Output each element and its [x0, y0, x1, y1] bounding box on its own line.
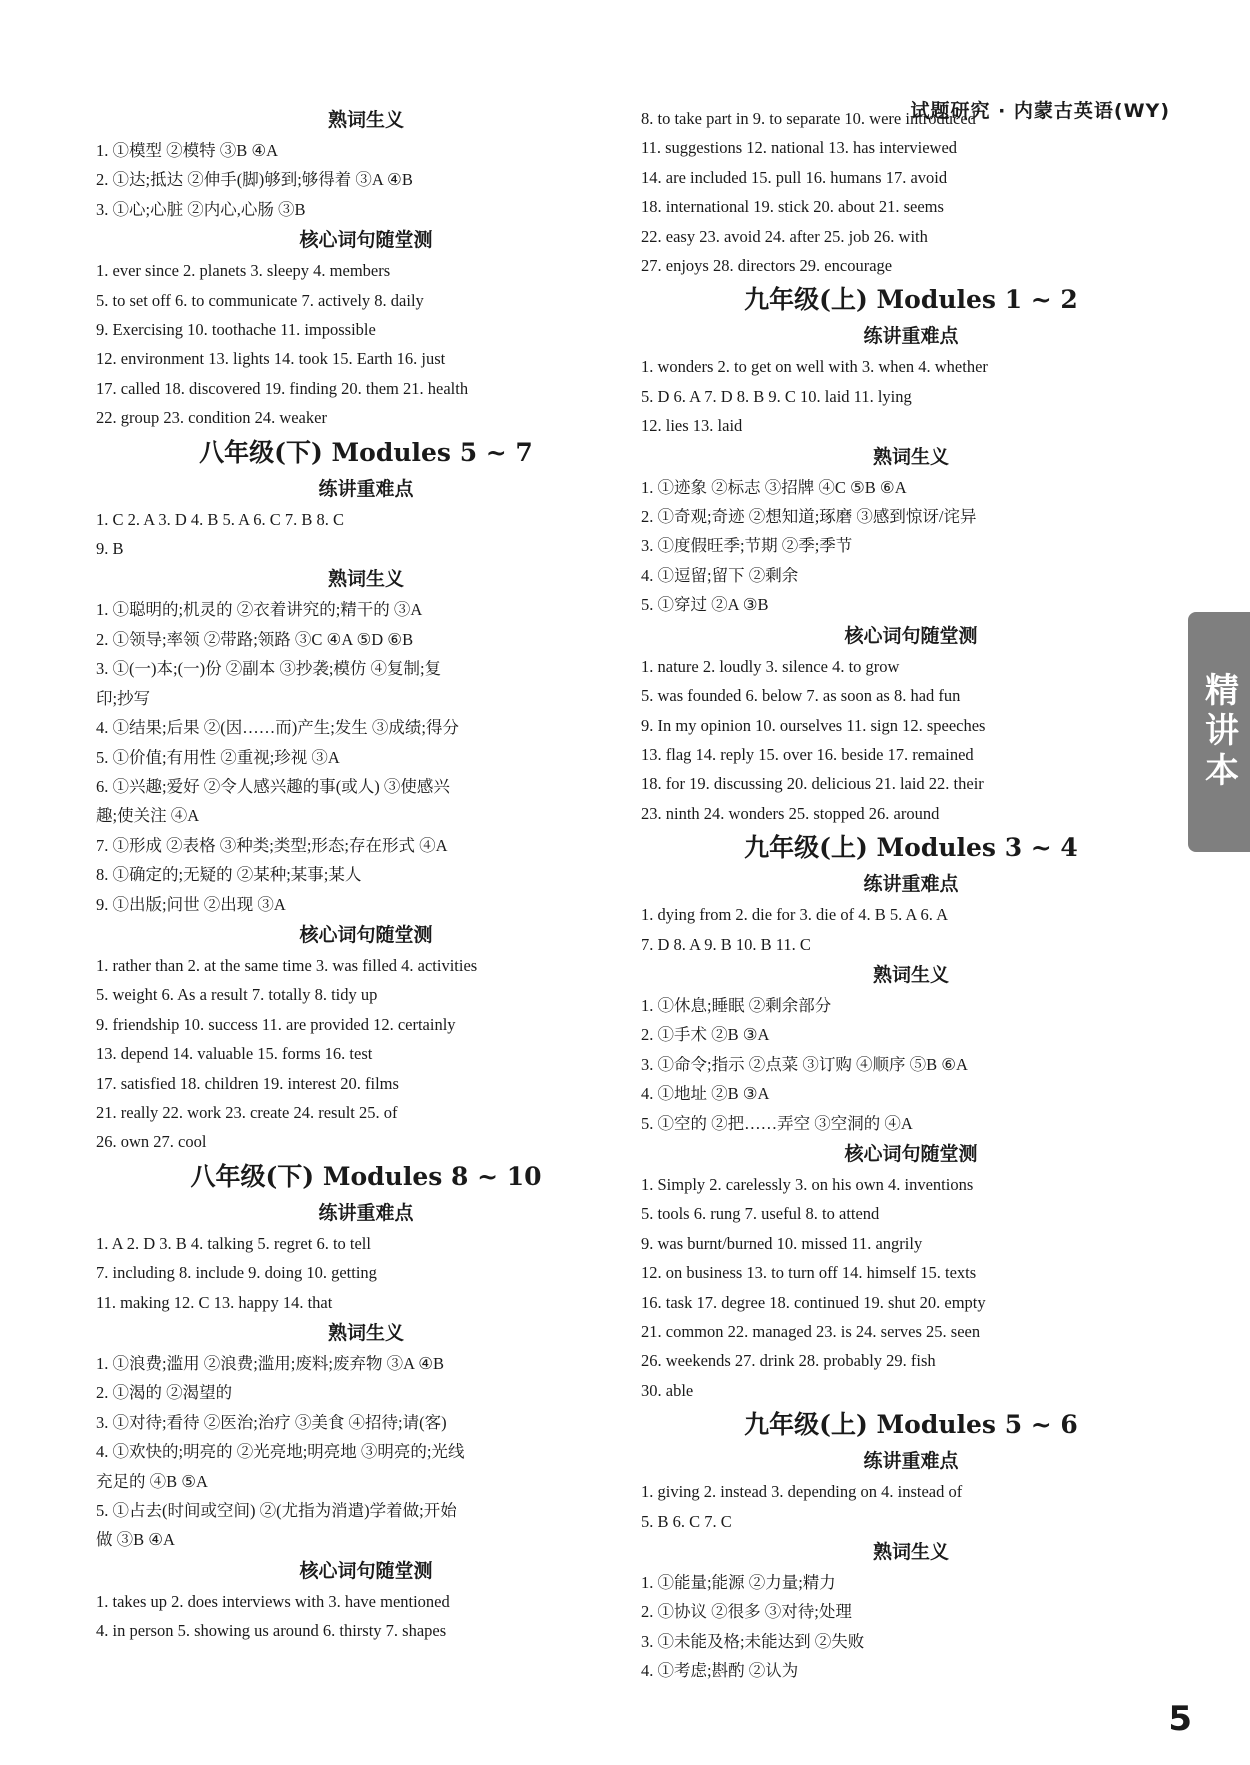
answer-line: 5. D 6. A 7. D 8. B 9. C 10. laid 11. lying [641, 386, 912, 406]
answer-line: 22. easy 23. avoid 24. after 25. job 26. with [641, 226, 928, 246]
subsection-title: 熟词生义 [872, 445, 949, 468]
answer-line: 1. takes up 2. does interviews with 3. have mentioned [96, 1591, 450, 1611]
answer-line: 印;抄写 [96, 688, 151, 708]
answer-line: 1. ①浪费;滥用 ②浪费;滥用;废料;废弃物 ③A ④B [96, 1354, 445, 1373]
answer-line: 17. called 18. discovered 19. finding 20. them 21. health [96, 378, 469, 398]
subsection-title: 熟词生义 [872, 1541, 949, 1564]
section-title: 八年级(下) Modules 8 ~ 10 [190, 1161, 542, 1191]
answer-line: 8. ①确定的;无疑的 ②某种;某事;某人 [96, 865, 362, 885]
answer-line: 4. ①地址 ②B ③A [641, 1084, 770, 1104]
subsection-title: 核心词句随堂测 [299, 229, 433, 252]
answer-line: 11. making 12. C 13. happy 14. that [96, 1292, 333, 1312]
subsection-title: 熟词生义 [327, 1322, 404, 1344]
answer-line: 4. ①欢快的;明亮的 ②光亮地;明亮地 ③明亮的;光线 [96, 1442, 465, 1462]
answer-line: 6. ①兴趣;爱好 ②令人感兴趣的事(或人) ③使感兴 [96, 776, 450, 796]
page-number: 5 [1168, 1699, 1192, 1739]
answer-line: 26. own 27. cool [96, 1132, 207, 1152]
answer-line: 4. in person 5. showing us around 6. thirsty 7. shapes [96, 1621, 447, 1641]
answer-line: 2. ①手术 ②B ③A [641, 1025, 770, 1045]
answer-line: 12. on business 13. to turn off 14. himself 15. texts [641, 1263, 977, 1283]
answer-line: 1. nature 2. loudly 3. silence 4. to grow [641, 656, 900, 676]
section-title: 九年级(上) Modules 5 ~ 6 [744, 1410, 1078, 1440]
answer-line: 12. environment 13. lights 14. took 15. Earth 16. just [96, 349, 446, 369]
answer-line: 13. depend 14. valuable 15. forms 16. test [96, 1044, 373, 1064]
answer-line: 7. ①形成 ②表格 ③种类;类型;形态;存在形式 ④A [96, 835, 448, 855]
answer-line: 5. B 6. C 7. C [641, 1511, 732, 1531]
answer-line: 3. ①命令;指示 ②点菜 ③订购 ④顺序 ⑤B ⑥A [641, 1054, 968, 1074]
subsection-title: 练讲重难点 [318, 477, 414, 500]
answer-line: 7. D 8. A 9. B 10. B 11. C [641, 934, 811, 954]
subsection-title: 练讲重难点 [863, 1450, 959, 1473]
answer-line: 做 ③B ④A [96, 1530, 175, 1550]
answer-line: 9. was burnt/burned 10. missed 11. angrily [641, 1233, 923, 1253]
answer-line: 4. ①考虑;斟酌 ②认为 [641, 1661, 799, 1681]
subsection-title: 练讲重难点 [863, 873, 959, 896]
answer-line: 16. task 17. degree 18. continued 19. shut 20. empty [641, 1292, 986, 1312]
side-tab: 精讲本 [1188, 612, 1250, 852]
subsection-title: 核心词句随堂测 [844, 1142, 978, 1165]
answer-line: 2. ①协议 ②很多 ③对待;处理 [641, 1602, 852, 1622]
subsection-title: 熟词生义 [327, 568, 404, 591]
answer-line: 3. ①(一)本;(一)份 ②副本 ③抄袭;模仿 ④复制;复 [96, 659, 442, 679]
answer-line: 30. able [641, 1380, 694, 1400]
answer-line: 3. ①度假旺季;节期 ②季;季节 [641, 536, 853, 556]
answer-line: 2. ①奇观;奇迹 ②想知道;琢磨 ③感到惊讶/诧异 [641, 507, 977, 527]
answer-line: 趣;使关注 ④A [96, 806, 200, 826]
subsection-title: 练讲重难点 [318, 1201, 414, 1224]
answer-line: 充足的 ④B ⑤A [96, 1471, 208, 1491]
subsection-title: 练讲重难点 [863, 325, 959, 348]
answer-line: 1. ①聪明的;机灵的 ②衣着讲究的;精干的 ③A [96, 600, 423, 620]
answer-line: 9. friendship 10. success 11. are provided 12. certainly [96, 1014, 456, 1034]
answer-line: 1. ①模型 ②模特 ③B ④A [96, 141, 279, 160]
answer-line: 18. international 19. stick 20. about 21. seems [641, 197, 944, 217]
answer-line: 1. wonders 2. to get on well with 3. when 4. whether [641, 357, 988, 377]
answer-line: 5. to set off 6. to communicate 7. actively 8. daily [96, 290, 424, 310]
subsection-title: 核心词句随堂测 [844, 624, 978, 647]
answer-line: 27. enjoys 28. directors 29. encourage [641, 256, 893, 276]
answer-line: 1. rather than 2. at the same time 3. was filled 4. activities [96, 955, 478, 975]
answer-line: 8. to take part in 9. to separate 10. were introduced [641, 109, 976, 128]
answer-line: 13. flag 14. reply 15. over 16. beside 17. remained [641, 744, 974, 764]
answer-line: 1. giving 2. instead 3. depending on 4. instead of [641, 1482, 963, 1502]
answer-line: 17. satisfied 18. children 19. interest 20. films [96, 1073, 399, 1093]
answer-line: 4. ①结果;后果 ②(因……而)产生;发生 ③成绩;得分 [96, 718, 459, 738]
answer-line: 1. C 2. A 3. D 4. B 5. A 6. C 7. B 8. C [96, 509, 345, 529]
answer-line: 5. ①价值;有用性 ②重视;珍视 ③A [96, 747, 340, 767]
answer-line: 9. ①出版;问世 ②出现 ③A [96, 894, 286, 914]
answer-line: 1. ever since 2. planets 3. sleepy 4. members [96, 261, 391, 281]
answer-line: 5. ①穿过 ②A ③B [641, 595, 769, 615]
subsection-title: 熟词生义 [872, 963, 949, 986]
section-title: 八年级(下) Modules 5 ~ 7 [199, 437, 533, 467]
right-column [641, 104, 1181, 1686]
answer-line: 1. A 2. D 3. B 4. talking 5. regret 6. to tell [96, 1233, 371, 1253]
answer-line: 1. ①休息;睡眠 ②剩余部分 [641, 995, 832, 1015]
answer-line: 1. ①能量;能源 ②力量;精力 [641, 1573, 836, 1593]
left-column [96, 104, 636, 1646]
answer-line: 3. ①对待;看待 ②医治;治疗 ③美食 ④招待;请(客) [96, 1412, 447, 1432]
subsection-title: 核心词句随堂测 [299, 1559, 433, 1582]
answer-line: 1. ①迹象 ②标志 ③招牌 ④C ⑤B ⑥A [641, 477, 907, 497]
answer-line: 2. ①渴的 ②渴望的 [96, 1383, 233, 1403]
subsection-title: 核心词句随堂测 [299, 923, 433, 946]
answer-line: 26. weekends 27. drink 28. probably 29. fish [641, 1351, 936, 1371]
answer-line: 4. ①逗留;留下 ②剩余 [641, 565, 799, 585]
page-header: 试题研究 · 内蒙古英语(WY) [910, 100, 1170, 122]
answer-line: 5. ①占去(时间或空间) ②(尤指为消遣)学着做;开始 [96, 1501, 457, 1521]
answer-line: 9. B [96, 539, 124, 559]
answer-line: 5. weight 6. As a result 7. totally 8. tidy up [96, 985, 378, 1005]
answer-line: 1. dying from 2. die for 3. die of 4. B 5. A 6. A [641, 905, 949, 925]
answer-line: 1. Simply 2. carelessly 3. on his own 4. inventions [641, 1174, 974, 1194]
answer-line: 14. are included 15. pull 16. humans 17. avoid [641, 167, 948, 187]
answer-line: 21. common 22. managed 23. is 24. serves 25. seen [641, 1322, 981, 1341]
answer-line: 11. suggestions 12. national 13. has interviewed [641, 138, 958, 158]
answer-line: 9. In my opinion 10. ourselves 11. sign 12. speeches [641, 715, 986, 735]
subsection-title: 熟词生义 [327, 109, 404, 131]
answer-line: 21. really 22. work 23. create 24. result 25. of [96, 1102, 398, 1122]
answer-line: 3. ①心;心脏 ②内心,心肠 ③B [96, 199, 306, 219]
answer-line: 23. ninth 24. wonders 25. stopped 26. around [641, 803, 940, 823]
section-title: 九年级(上) Modules 3 ~ 4 [744, 833, 1078, 863]
answer-line: 7. including 8. include 9. doing 10. getting [96, 1263, 377, 1283]
answer-line: 12. lies 13. laid [641, 416, 743, 436]
answer-line: 22. group 23. condition 24. weaker [96, 408, 327, 428]
answer-line: 9. Exercising 10. toothache 11. impossible [96, 320, 376, 340]
answer-line: 5. was founded 6. below 7. as soon as 8. had fun [641, 686, 961, 706]
answer-line: 18. for 19. discussing 20. delicious 21. laid 22. their [641, 774, 984, 794]
section-title: 九年级(上) Modules 1 ~ 2 [744, 285, 1078, 315]
answer-line: 5. ①空的 ②把……弄空 ③空洞的 ④A [641, 1113, 913, 1133]
answer-line: 2. ①达;抵达 ②伸手(脚)够到;够得着 ③A ④B [96, 170, 413, 190]
answer-line: 2. ①领导;率领 ②带路;领路 ③C ④A ⑤D ⑥B [96, 629, 414, 649]
answer-line: 3. ①未能及格;未能达到 ②失败 [641, 1631, 865, 1651]
answer-line: 5. tools 6. rung 7. useful 8. to attend [641, 1204, 880, 1224]
